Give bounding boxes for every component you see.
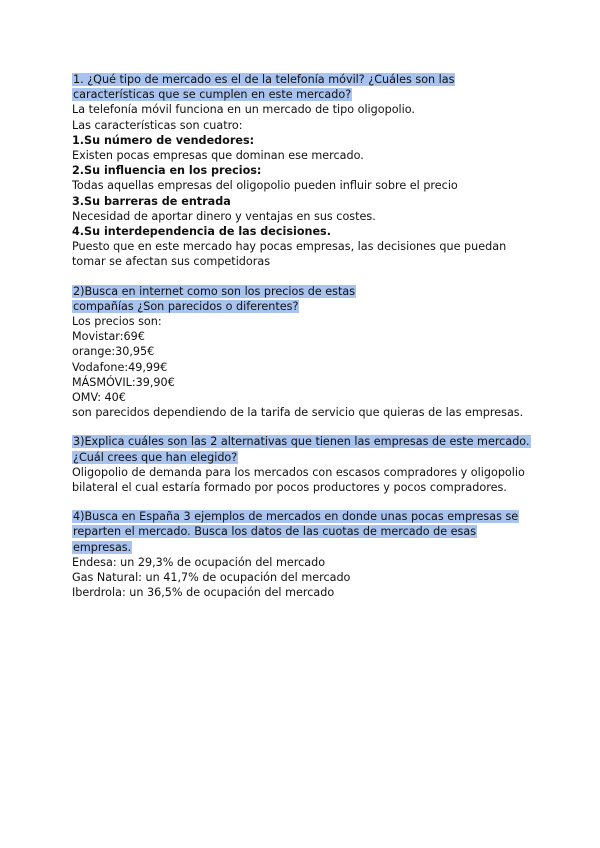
question-highlight: empresas.	[73, 540, 132, 554]
point-heading: 2.Su influencia en los precios:	[72, 164, 262, 178]
price-item: Vodafone:49,99€	[72, 360, 168, 374]
question-4-block	[72, 509, 532, 600]
price-item: MÁSMÓVIL:39,90€	[72, 375, 175, 389]
answer-line: Oligopolio de demanda para los mercados con escasos compradores y oligopolio	[72, 465, 525, 479]
price-item: orange:30,95€	[72, 345, 155, 359]
question-3-block	[72, 434, 532, 495]
question-2-block	[72, 284, 532, 421]
market-share-item: Gas Natural: un 41,7% de ocupación del mercado	[72, 571, 351, 585]
answer-line: La telefonía móvil funciona en un mercado de tipo oligopolio.	[72, 103, 415, 117]
question-highlight: 1. ¿Qué tipo de mercado es el de la telefonía móvil? ¿Cuáles son las	[73, 73, 455, 86]
document-body	[72, 72, 532, 601]
question-highlight: características que se cumplen en este mercado?	[73, 88, 352, 102]
question-highlight: 3)Explica cuáles son las 2 alternativas que tienen las empresas de este mercado.	[73, 435, 530, 449]
paragraph-gap	[72, 420, 532, 434]
question-highlight: compañías ¿Son parecidos o diferentes?	[73, 299, 299, 313]
answer-line: Las características son cuatro:	[72, 118, 243, 132]
answer-line: bilateral el cual estaría formado por pocos productores y pocos compradores.	[72, 481, 507, 495]
point-text: Existen pocas empresas que dominan ese mercado.	[72, 149, 364, 163]
point-text: Todas aquellas empresas del oligopolio pueden influir sobre el precio	[72, 179, 458, 193]
point-heading: 3.Su barreras de entrada	[72, 194, 231, 208]
point-heading: 4.Su interdependencia de las decisiones.	[72, 225, 331, 239]
answer-line: Los precios son:	[72, 315, 162, 329]
answer-line: son parecidos dependiendo de la tarifa de servicio que quieras de las empresas.	[72, 406, 524, 420]
question-highlight: reparten el mercado. Busca los datos de las cuotas de mercado de esas	[73, 525, 477, 539]
point-text: Necesidad de aportar dinero y ventajas en sus costes.	[72, 209, 376, 223]
question-1-line	[72, 87, 532, 102]
question-1-block	[72, 72, 532, 270]
paragraph-gap	[72, 495, 532, 509]
question-highlight: ¿Cuál crees que han elegido?	[73, 450, 238, 464]
question-1-line	[72, 72, 532, 87]
paragraph-gap	[72, 270, 532, 284]
market-share-item: Iberdrola: un 36,5% de ocupación del mercado	[72, 586, 335, 600]
market-share-item: Endesa: un 29,3% de ocupación del mercado	[72, 555, 326, 569]
question-highlight: 2)Busca en internet como son los precios de estas	[73, 284, 356, 298]
question-highlight: 4)Busca en España 3 ejemplos de mercados en donde unas pocas empresas se	[73, 510, 519, 524]
point-heading: 1.Su número de vendedores:	[72, 133, 255, 147]
point-text: tomar se afectan sus competidoras	[72, 255, 271, 269]
price-item: Movistar:69€	[72, 330, 145, 344]
point-text: Puesto que en este mercado hay pocas empresas, las decisiones que puedan	[72, 240, 507, 254]
price-item: OMV: 40€	[72, 391, 126, 405]
